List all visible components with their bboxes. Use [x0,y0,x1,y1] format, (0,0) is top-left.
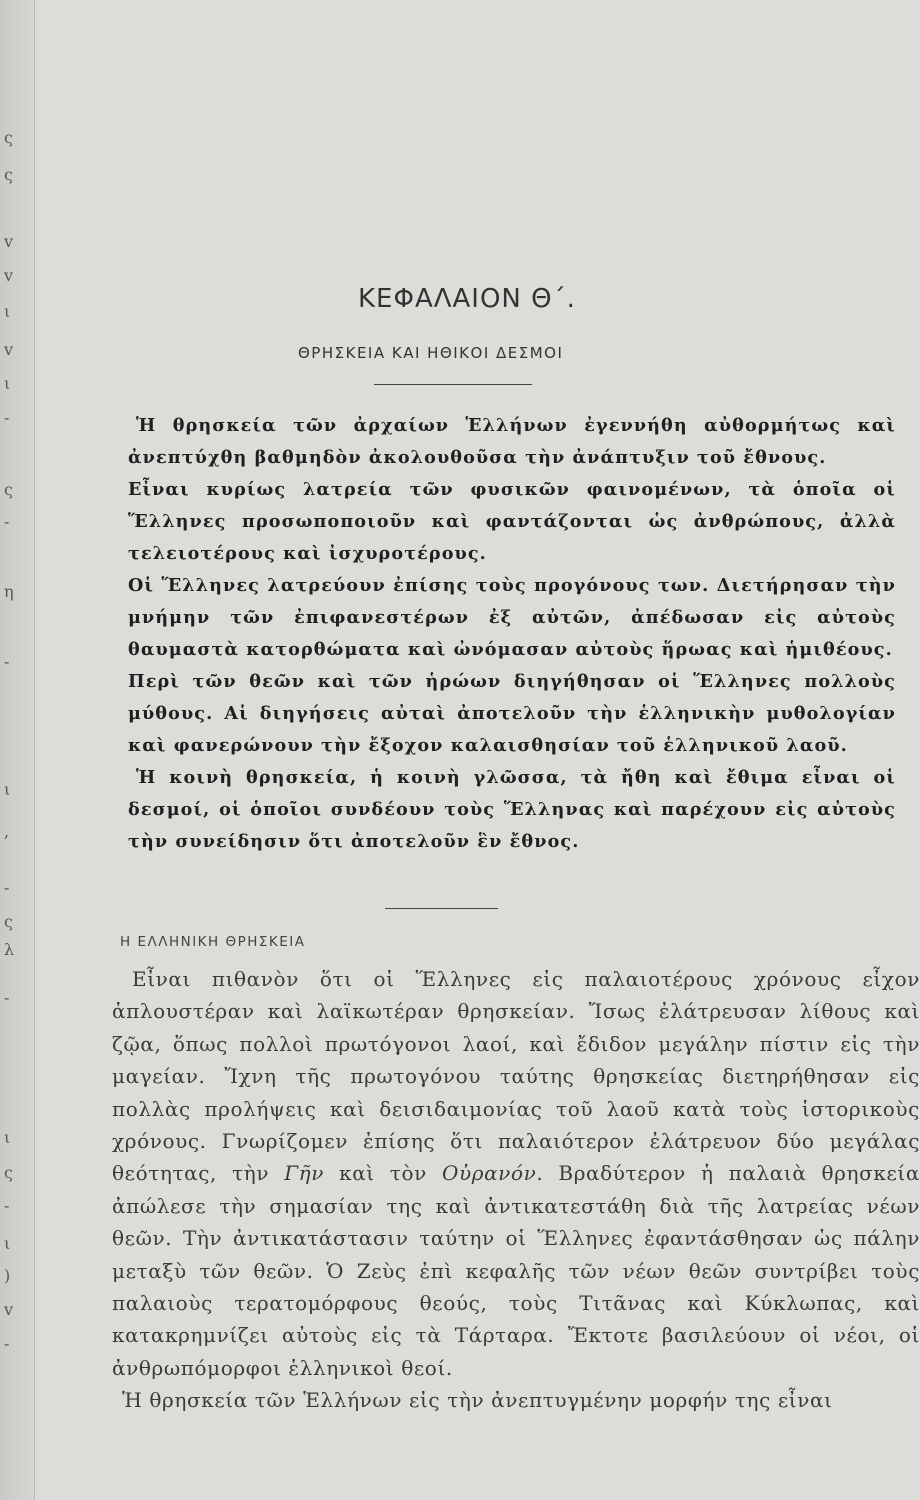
body-text-run: . Βραδύτερον ἡ παλαιὰ θρησκεία ἀπώλεσε τὴν σημασίαν της καὶ ἀντικατεστάθη διὰ τῆς λατρείας νέων θεῶν. Τὴν ἀντικατάστασιν ταύτην οἱ Ἕλληνες ἐφαντάσθησαν ὡς πάλην μεταξὺ τῶν θεῶν. Ὁ Ζεὺς ἐπὶ κεφαλῆς τῶν νέων θεῶν συντρίβει τοὺς παλαιοὺς τερατομόρφους θεούς, τοὺς Τιτᾶνας καὶ Κύκλωπας, καὶ κατακρημνίζει αὐτοὺς εἰς τὰ Τάρταρα. Ἔκτοτε βασιλεύουν οἱ νέοι, οἱ ἀνθρωπόμορφοι ἑλληνικοὶ θεοί. [112,1161,920,1380]
chapter-subtitle: ΘΡΗΣΚΕΙΑ ΚΑΙ ΗΘΙΚΟΙ ΔΕΣΜΟΙ [298,344,564,362]
margin-mark: - [4,988,10,1007]
margin-mark: - [4,1334,10,1353]
margin-mark: - [4,878,10,897]
margin-mark: ς [4,912,13,931]
summary-paragraph: Ἡ κοινὴ θρησκεία, ἡ κοινὴ γλῶσσα, τὰ ἤθη καὶ ἔθιμα εἶναι οἱ δεσμοί, οἱ ὁποῖοι συνδέουν τοὺς Ἕλληνας καὶ παρέχουν εἰς αὐτοὺς τὴν συνείδησιν ὅτι ἀποτελοῦν ἓν ἔθνος. [128,767,896,852]
section-body [112,963,920,1417]
summary-paragraph: Περὶ τῶν θεῶν καὶ τῶν ἡρώων διηγήθησαν οἱ Ἕλληνες πολλοὺς μύθους. Αἱ διηγήσεις αὐταὶ ἀποτελοῦν τὴν ἑλληνικὴν μυθολογίαν καὶ φανερώνουν τὴν ἔξοχον καλαισθησίαν τοῦ ἑλληνικοῦ λαοῦ. [128,671,896,756]
book-page [40,0,920,1500]
margin-mark: ς [4,480,13,499]
margin-mark: λ [4,940,15,959]
italic-term-gi: Γῆν [284,1161,325,1186]
margin-mark: v [4,232,14,251]
margin-mark: ) [4,1266,11,1285]
margin-mark: ς [4,128,13,147]
chapter-title: ΚΕΦΑΛΑΙΟΝ Θ΄. [358,284,576,314]
margin-mark: v [4,340,14,359]
margin-mark: η [4,582,14,601]
body-paragraph: Ἡ θρησκεία τῶν Ἑλλήνων εἰς τὴν ἀνεπτυγμένην μορφήν της εἶναι [122,1388,833,1413]
margin-mark: - [4,652,10,671]
margin-mark: - [4,512,10,531]
margin-mark: v [4,1300,14,1319]
margin-mark: - [4,408,10,427]
italic-term-ouranos: Οὐρανόν [441,1161,537,1186]
margin-mark: - [4,1196,10,1215]
body-text-run: Εἶναι πιθανὸν ὅτι οἱ Ἕλληνες εἰς παλαιοτέρους χρόνους εἶχον ἁπλουστέραν καὶ λαϊκωτέραν θρησκείαν. Ἴσως ἐλάτρευσαν λίθους καὶ ζῷα, ὅπως πολλοὶ πρωτόγονοι λαοί, καὶ ἔδιδον μεγάλην πίστιν εἰς τὴν μαγείαν. Ἴχνη τῆς πρωτογόνου ταύτης θρησκείας διετηρήθησαν εἰς πολλὰς προλήψεις καὶ δεισιδαιμονίας τοῦ λαοῦ κατὰ τοὺς ἱστορικοὺς χρόνους. Γνωρίζομεν ἐπίσης ὅτι παλαιότερον ἐλάτρευον δύο μεγάλας θεότητας, τὴν [112,967,920,1186]
body-paragraph [112,963,920,1384]
margin-mark: ι [4,302,11,321]
section-heading: Η ΕΛΛΗΝΙΚΗ ΘΡΗΣΚΕΙΑ [120,934,306,950]
summary-paragraph: Εἶναι κυρίως λατρεία τῶν φυσικῶν φαινομένων, τὰ ὁποῖα οἱ Ἕλληνες προσωποποιοῦν καὶ φαντάζονται ὡς ἀνθρώπους, ἀλλὰ τελειοτέρους καὶ ἰσχυροτέρους. [128,479,896,564]
summary-paragraph: Οἱ Ἕλληνες λατρεύουν ἐπίσης τοὺς προγόνους των. Διετήρησαν τὴν μνήμην τῶν ἐπιφανεστέρων ἐξ αὐτῶν, ἀπέδωσαν εἰς αὐτοὺς θαυμαστὰ κατορθώματα καὶ ὠνόμασαν αὐτοὺς ἥρωας καὶ ἡμιθέους. [128,575,896,660]
margin-mark: ι [4,780,11,799]
divider-rule [374,384,532,385]
margin-mark: ι [4,374,11,393]
body-text-run: καὶ τὸν [324,1161,442,1186]
margin-mark: v [4,266,14,285]
summary-paragraph: Ἡ θρησκεία τῶν ἀρχαίων Ἑλλήνων ἐγεννήθη αὐθορμήτως καὶ ἀνεπτύχθη βαθμηδὸν ἀκολουθοῦσα τὴν ἀνάπτυξιν τοῦ ἔθνους. [128,415,896,468]
margin-mark: ς [4,165,13,184]
margin-mark: ι [4,1234,11,1253]
margin-mark: , [4,822,10,841]
binding-margin-strip [0,0,35,1500]
chapter-summary [128,410,896,858]
margin-mark: ς [4,1163,13,1182]
divider-rule [385,908,498,909]
margin-mark: ι [4,1128,11,1147]
